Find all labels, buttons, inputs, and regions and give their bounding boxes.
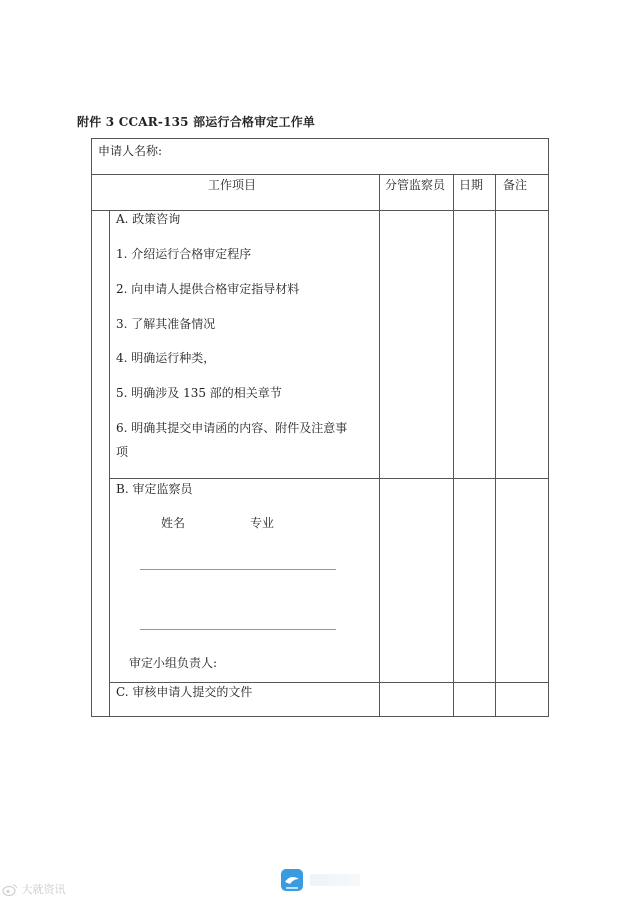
row-divider [109,682,548,683]
section-a-item: 5. 明确涉及 135 部的相关章节 [116,386,282,400]
section-a-item: 6. 明确其提交申请函的内容、附件及注意事 [116,421,348,435]
team-leader-label: 审定小组负责人: [129,656,218,670]
column-rule-remarks [495,174,496,717]
section-c-heading: C. 审核申请人提交的文件 [116,685,253,699]
applicant-name-label: 申请人名称: [98,144,163,158]
weibo-icon [2,884,18,896]
header-inspector: 分管监察员 [385,178,446,192]
section-a-item-continuation: 项 [116,445,129,459]
document-title: 附件 3 CCAR-135 部运行合格审定工作单 [77,115,316,129]
section-b-heading: B. 审定监察员 [116,482,193,496]
signature-line [140,629,336,630]
row-divider [109,478,548,479]
name-label: 姓名 [161,516,186,530]
row-divider [92,210,548,211]
signature-line [140,569,336,570]
indent-column-rule [109,210,110,717]
column-rule-date [453,174,454,717]
worksheet-table [91,138,549,717]
section-a-heading: A. 政策咨询 [116,212,181,226]
section-a-item: 4. 明确运行种类， [116,351,216,365]
section-a-item: 3. 了解其准备情况 [116,317,216,331]
bird-logo-icon [280,868,304,894]
column-rule-inspector [379,174,380,717]
section-a-item: 2. 向申请人提供合格审定指导材料 [116,282,300,296]
watermark-text: 大就资讯 [21,883,66,896]
footer-banner [310,874,360,886]
header-remarks: 备注 [503,178,528,192]
row-divider [92,174,548,175]
section-a-item: 1. 介绍运行合格审定程序 [116,247,252,261]
header-work-item: 工作项目 [208,178,257,192]
specialty-label: 专业 [250,516,275,530]
header-date: 日期 [459,178,484,192]
watermark [2,881,66,897]
